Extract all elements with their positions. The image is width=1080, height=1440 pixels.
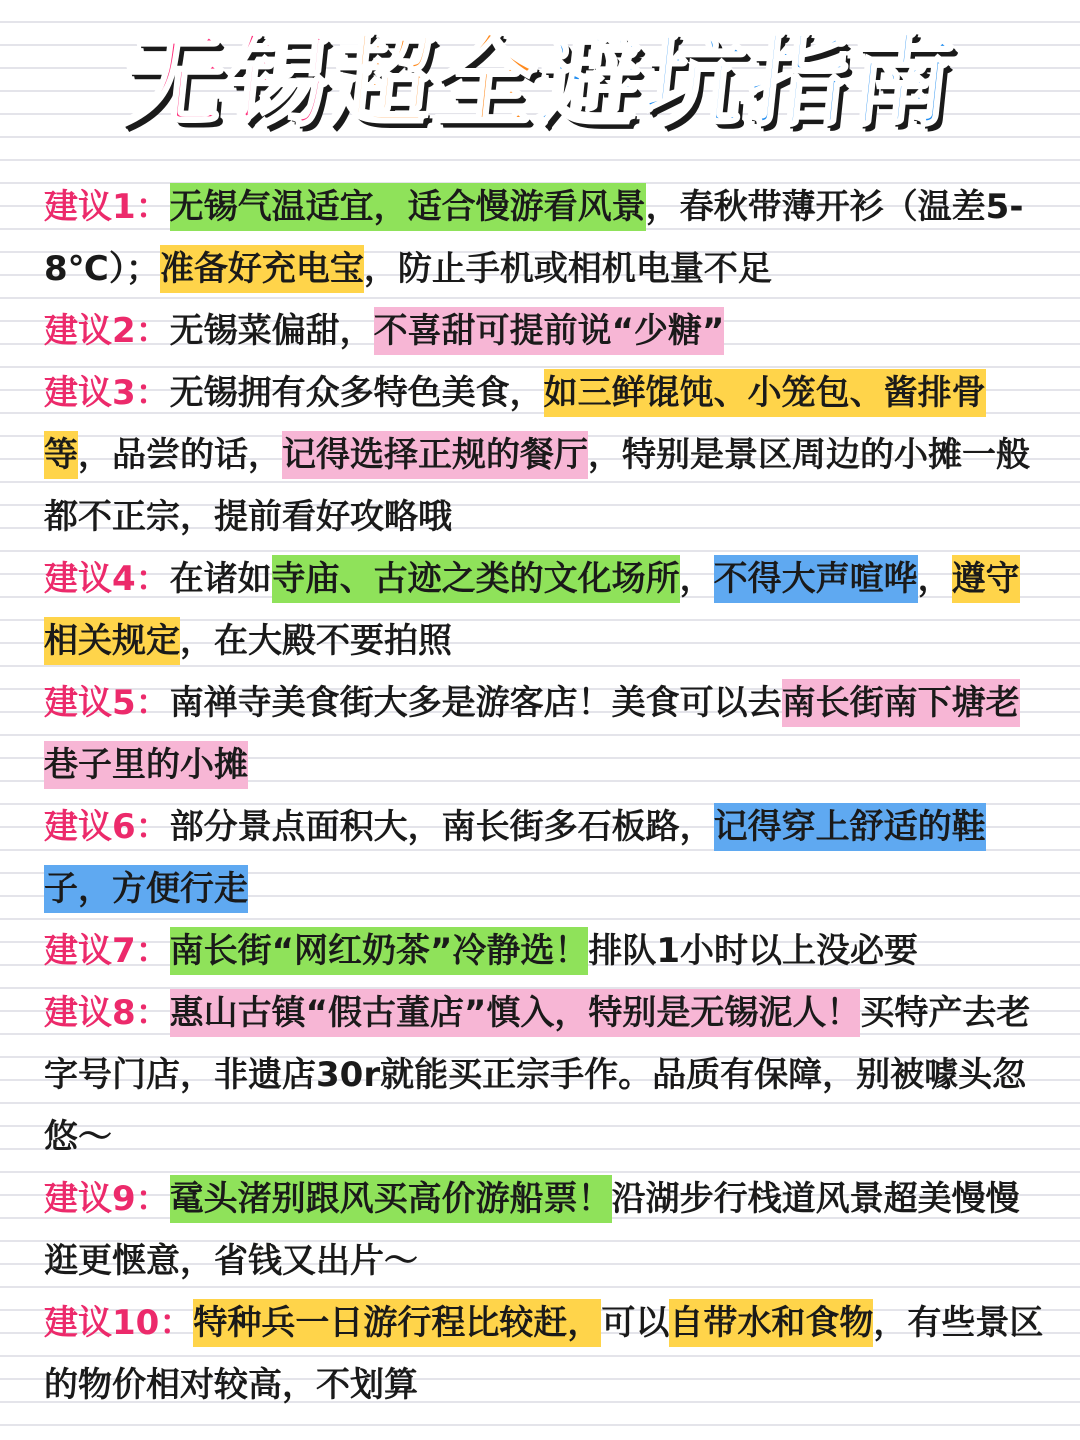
tip-label: 建议7： [44,931,170,971]
highlighted-text: 无锡气温适宜，适合慢游看风景 [170,183,646,231]
highlighted-text: 如三鲜馄饨、小笼包、酱排骨等 [44,369,986,479]
tip-text: ，防止手机或相机电量不足 [363,249,772,289]
tip-text: 排队1小时以上没必要 [588,931,919,971]
highlighted-text: 不得大声喧哗 [714,555,918,603]
tip-text: 南禅寺美食街大多是游客店！美食可以去 [169,683,782,723]
tip-text: ，春秋带薄开衫（温差5-8℃）； [44,187,1024,289]
tip-item [44,672,1044,796]
tip-label: 建议5： [44,683,170,723]
tip-label: 建议4： [44,559,170,599]
highlighted-text: 记得选择正规的餐厅 [282,431,588,479]
highlighted-text: 特种兵一日游行程比较赶， [193,1299,601,1347]
highlighted-text: 遵守相关规定 [44,555,1020,665]
tip-text: ，有些景区的物价相对较高，不划算 [44,1303,1044,1405]
highlighted-text: 惠山古镇“假古董店”慎入，特别是无锡泥人！ [170,989,861,1037]
tip-item [44,920,1044,982]
tip-label: 建议3： [44,373,170,413]
title-part: 避坑指南 [533,23,963,140]
title-part: 超全 [325,23,547,140]
title-part: 无锡 [117,23,339,140]
highlighted-text: 鼋头渚别跟风买高价游船票！ [170,1175,612,1223]
tip-text: 无锡菜偏甜， [169,311,374,351]
tip-label: 建议9： [44,1179,170,1219]
highlighted-text: 不喜甜可提前说“少糖” [374,307,725,355]
highlighted-text: 准备好充电宝 [160,245,364,293]
tip-label: 建议2： [44,311,170,351]
tip-label: 建议10： [44,1303,194,1343]
highlighted-text: 南长街“网红奶茶”冷静选！ [170,927,589,975]
tip-text: 买特产去老字号门店，非遗店30r就能买正宗手作。品质有保障，别被噱头忽悠～ [44,993,1031,1157]
tip-text: 沿湖步行栈道风景超美慢慢逛更惬意，省钱又出片～ [44,1179,1020,1281]
tip-item [44,548,1044,672]
tip-item [44,796,1044,920]
tip-item [44,300,1044,362]
tip-text: ， [917,559,952,599]
highlighted-text: 南长街南下塘老巷子里的小摊 [44,679,1020,789]
tip-text: ，在大殿不要拍照 [180,621,452,661]
tip-text: 无锡拥有众多特色美食， [169,373,544,413]
tips-list [44,176,1044,1416]
tip-item [44,982,1044,1168]
highlighted-text: 寺庙、古迹之类的文化场所 [272,555,680,603]
tip-item [44,1168,1044,1292]
title-text [117,22,963,142]
tip-label: 建议6： [44,807,170,847]
tip-text: 在诸如 [169,559,272,599]
tip-text: ，特别是景区周边的小摊一般都不正宗，提前看好攻略哦 [44,435,1030,537]
tip-item [44,362,1044,548]
tip-text: ， [679,559,714,599]
tip-text: 可以 [601,1303,670,1343]
tip-label: 建议1： [44,187,170,227]
highlighted-text: 自带水和食物 [669,1299,873,1347]
page-title [0,22,1080,142]
tip-item [44,176,1044,300]
tip-item [44,1292,1044,1416]
highlighted-text: 记得穿上舒适的鞋子，方便行走 [44,803,986,913]
tip-text: ，品尝的话， [78,435,282,475]
tip-text: 部分景点面积大，南长街多石板路， [169,807,714,847]
tip-label: 建议8： [44,993,170,1033]
